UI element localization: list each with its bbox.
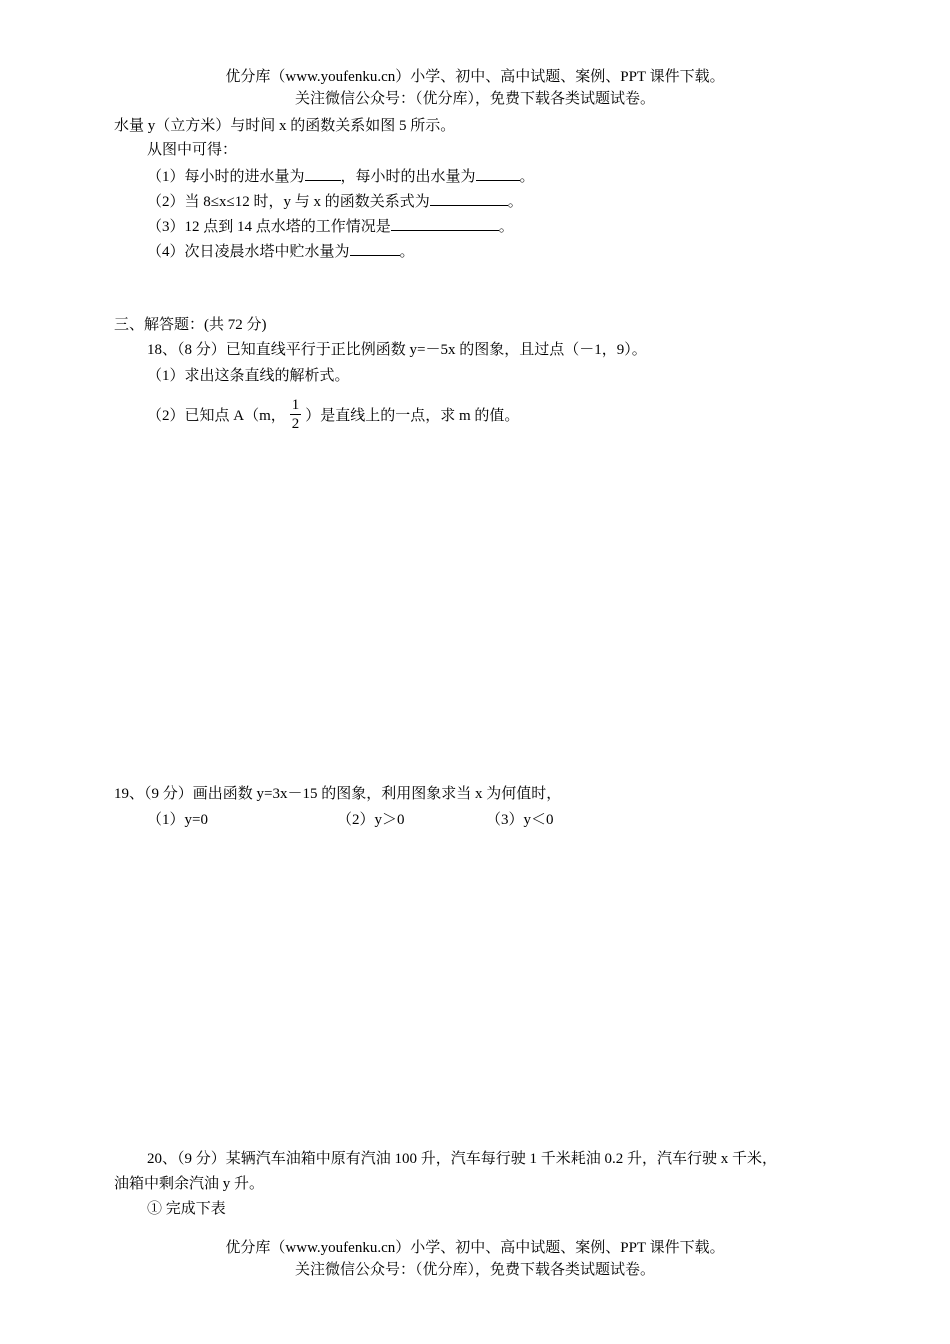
q17-part-1 (147, 165, 535, 187)
q17-part-1-text-b: ，每小时的出水量为 (340, 169, 476, 185)
fraction-denominator: 2 (291, 416, 300, 433)
q17-blank-storage[interactable] (350, 240, 400, 256)
q17-part-2-text-b: 。 (507, 194, 523, 210)
footer-line-1: 优分库（www.youfenku.cn）小学、初中、高中试题、案例、PPT 课件下载。 (225, 1240, 725, 1256)
q20-part-1: ① 完成下表 (147, 1201, 226, 1217)
q17-part-3-text-b: 。 (498, 219, 514, 235)
q17-blank-outflow[interactable] (476, 165, 520, 181)
q17-blank-function[interactable] (430, 190, 508, 206)
q17-part-4-text-a: （4）次日凌晨水塔中贮水量为 (147, 244, 350, 260)
q18-stem: 18、（8 分）已知直线平行于正比例函数 y=－5x 的图象，且过点（－1，9）。 (147, 342, 647, 358)
footer-line-2: 关注微信公众号：（优分库），免费下载各类试题试卷。 (294, 1262, 655, 1278)
q18-part-2-text-a: （2）已知点 A（m， (147, 408, 286, 424)
fraction-numerator: 1 (291, 397, 300, 414)
header-line-2: 关注微信公众号：（优分库），免费下载各类试题试卷。 (294, 91, 655, 107)
fraction-one-half (290, 396, 302, 433)
q17-intro: 水量 y（立方米）与时间 x 的函数关系如图 5 所示。 (114, 118, 456, 134)
q18-part-1: （1）求出这条直线的解析式。 (147, 368, 350, 384)
q17-part-1-text-c: 。 (519, 169, 535, 185)
q17-part-2 (147, 190, 523, 212)
q17-part-3-text-a: （3）12 点到 14 点水塔的工作情况是 (147, 219, 391, 235)
q17-from-chart: 从图中可得： (147, 142, 238, 158)
q19-part-3: （3）y＜0 (486, 812, 554, 828)
q20-stem-line-2: 油箱中剩余汽油 y 升。 (114, 1176, 265, 1192)
q19-part-2: （2）y＞0 (337, 812, 405, 828)
section-3-title: 三、解答题：(共 72 分) (114, 317, 267, 333)
q18-part-2-text-b: ）是直线上的一点，求 m 的值。 (305, 408, 520, 424)
q17-blank-working-status[interactable] (391, 215, 499, 231)
header-line-1: 优分库（www.youfenku.cn）小学、初中、高中试题、案例、PPT 课件下载。 (225, 69, 725, 85)
q17-part-3 (147, 215, 514, 237)
q17-part-2-text-a: （2）当 8≤x≤12 时，y 与 x 的函数关系式为 (147, 194, 430, 210)
q20-stem-line-1: 20、（9 分）某辆汽车油箱中原有汽油 100 升，汽车每行驶 1 千米耗油 0.2 升，汽车行驶 x 千米， (147, 1151, 778, 1167)
q19-part-1: （1）y=0 (147, 812, 208, 828)
q19-stem: 19、（9 分）画出函数 y=3x－15 的图象，利用图象求当 x 为何值时， (114, 786, 562, 802)
q17-part-1-text-a: （1）每小时的进水量为 (147, 169, 305, 185)
q17-part-4 (147, 240, 415, 262)
q17-part-4-text-b: 。 (399, 244, 415, 260)
q17-blank-inflow[interactable] (305, 165, 341, 181)
q18-part-2 (147, 393, 519, 439)
